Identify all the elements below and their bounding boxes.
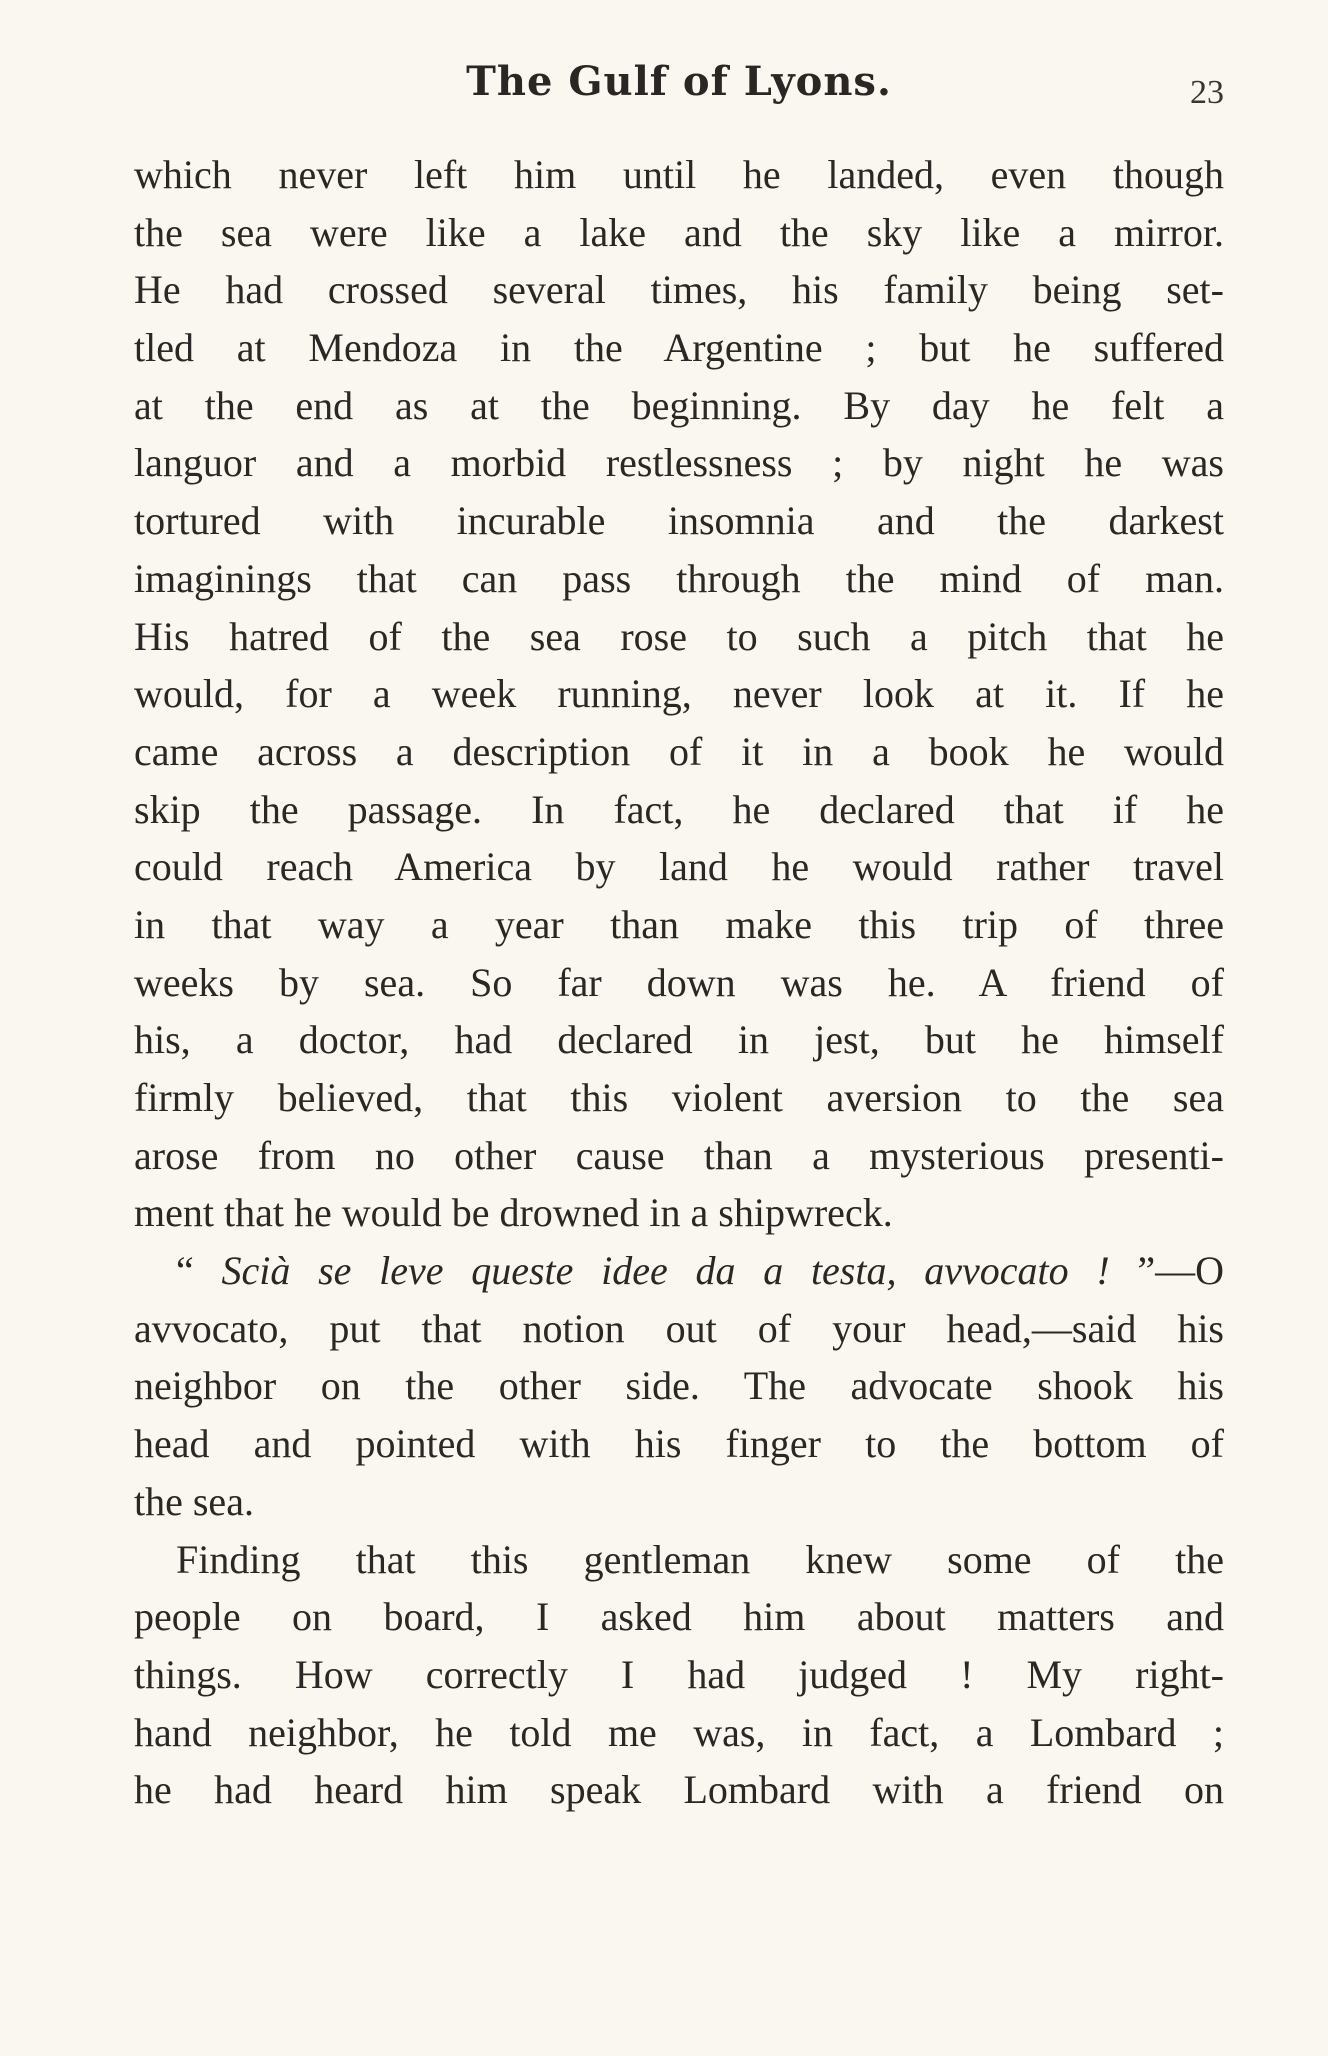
text-line: hand neighbor, he told me was, in fact, a Lombard ; xyxy=(134,1709,1224,1755)
text-line: avvocato, put that notion out of your head,—said his xyxy=(134,1305,1224,1351)
text-line: the sea were like a lake and the sky like a mirror. xyxy=(134,209,1224,255)
text-line: arose from no other cause than a mysterious presenti- xyxy=(134,1132,1224,1178)
text-line: ment that he would be drowned in a shipwreck. xyxy=(134,1190,893,1236)
text-line: he had heard him speak Lombard with a friend on xyxy=(134,1767,1224,1813)
text-line: neighbor on the other side. The advocate shook his xyxy=(134,1363,1224,1409)
text-line: tortured with incurable insomnia and the darkest xyxy=(134,498,1224,544)
text-line: came across a description of it in a book he would xyxy=(134,728,1224,774)
text-line: at the end as at the beginning. By day he felt a xyxy=(134,382,1224,428)
text-line: which never left him until he landed, even though xyxy=(134,152,1224,197)
italian-quote: Scià se leve queste idee da a testa, avvocato ! xyxy=(221,1248,1110,1294)
quote-open-mark: “ xyxy=(176,1248,194,1294)
text-line: languor and a morbid restlessness ; by night he was xyxy=(134,440,1224,486)
text-line: skip the passage. In fact, he declared that if he xyxy=(134,786,1224,832)
text-line: firmly believed, that this violent aversion to the sea xyxy=(134,1075,1224,1120)
text-line: people on board, I asked him about matters and xyxy=(134,1594,1224,1640)
text-line: in that way a year than make this trip of three xyxy=(134,901,1224,947)
page-number: 23 xyxy=(1190,74,1224,111)
body-text xyxy=(134,146,1224,1819)
text-line: head and pointed with his finger to the bottom of xyxy=(134,1421,1224,1467)
text-line: imaginings that can pass through the mind of man. xyxy=(134,555,1224,601)
text-line: His hatred of the sea rose to such a pitch that he xyxy=(134,613,1224,659)
text-line: weeks by sea. So far down was he. A friend of xyxy=(134,959,1224,1005)
text-line: things. How correctly I had judged ! My right- xyxy=(134,1651,1224,1697)
text-line: would, for a week running, never look at it. If he xyxy=(134,671,1224,717)
text-line: his, a doctor, had declared in jest, but he himself xyxy=(134,1017,1224,1063)
text-line: the sea. xyxy=(134,1478,254,1524)
text-line: He had crossed several times, his family being set- xyxy=(134,267,1224,313)
text-line: could reach America by land he would rather travel xyxy=(134,844,1224,890)
quote-close-mark: ”—O xyxy=(1109,1248,1224,1294)
text-line: tled at Mendoza in the Argentine ; but he suffered xyxy=(134,325,1224,371)
paragraph-start-line: Finding that this gentleman knew some of the xyxy=(176,1536,1224,1582)
running-head xyxy=(134,52,1224,122)
quote-line xyxy=(134,1242,1224,1300)
running-title: The Gulf of Lyons. xyxy=(466,58,892,105)
